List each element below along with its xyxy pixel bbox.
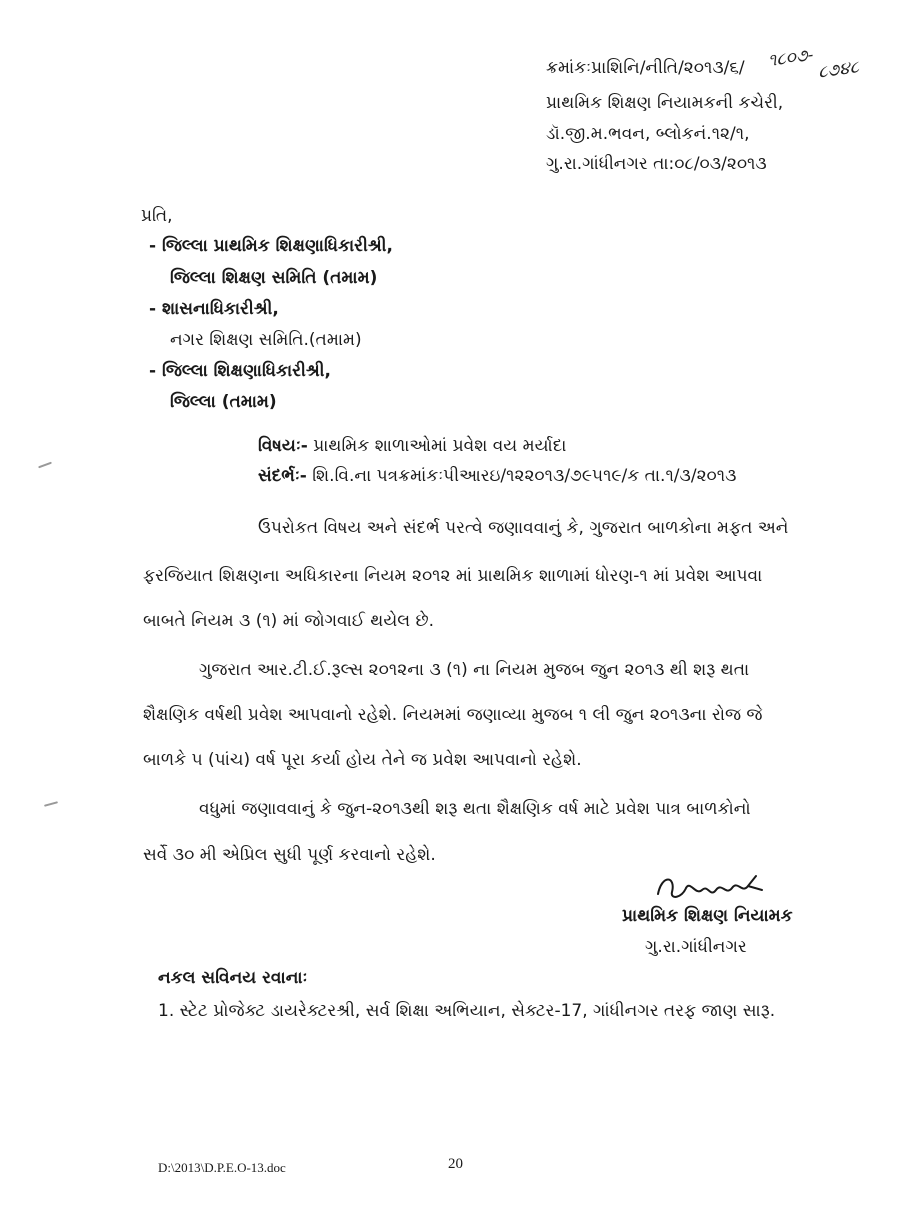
reference-number: ક્રમાંકઃપ્રાશિનિ/નીતિ/૨૦૧૩/૬/ xyxy=(546,58,745,78)
paragraph-1-line-2: ફરજિયાત શિક્ષણના અધિકારના નિયમ ૨૦૧૨ માં પ્રાથમિક શાળામાં ધોરણ-૧ માં પ્રવેશ આપવા xyxy=(143,566,763,586)
paragraph-2-line-2: શૈક્ષણિક વર્ષથી પ્રવેશ આપવાનો રહેશે. નિયમમાં જણાવ્યા મુજબ ૧ લી જુન ૨૦૧૩ના રોજ જે xyxy=(143,705,763,725)
recipient-3-title: - જિલ્લા શિક્ષણાધિકારીશ્રી, xyxy=(149,361,331,381)
copy-to-item-1: 1. સ્ટેટ પ્રોજેક્ટ ડાયરેક્ટરશ્રી, સર્વ શિક્ષા અભિયાન, સેક્ટર-17, ગાંધીનગર તરફ જાણ સારૂ. xyxy=(158,1001,776,1021)
reference-line xyxy=(258,466,736,486)
recipient-1-sub: જિલ્લા શિક્ષણ સમિતિ (તમામ) xyxy=(170,268,378,288)
scan-mark xyxy=(38,462,52,469)
signatory-place: ગુ.રા.ગાંધીનગર xyxy=(645,937,747,957)
handwritten-note: ૮૭૪૮ xyxy=(816,57,861,83)
recipient-3-sub: જિલ્લા (તમામ) xyxy=(170,392,277,412)
office-building: ડૉ.જી.મ.ભવન, બ્લોકનં.૧૨/૧, xyxy=(546,124,750,144)
to-label: પ્રતિ, xyxy=(141,206,173,226)
subject-text: પ્રાથમિક શાળાઓમાં પ્રવેશ વય મર્યાદા xyxy=(313,436,567,456)
recipient-1-title: - જિલ્લા પ્રાથમિક શિક્ષણાધિકારીશ્રી, xyxy=(149,236,393,256)
paragraph-1-line-3: બાબતે નિયમ ૩ (૧) માં જોગવાઈ થયેલ છે. xyxy=(143,611,435,631)
handwritten-inward-number: ૧૮૦૭- xyxy=(766,44,815,72)
reference-label: સંદર્ભઃ- xyxy=(258,466,307,486)
paragraph-3-line-2: સર્વે ૩૦ મી એપ્રિલ સુધી પૂર્ણ કરવાનો રહેશે. xyxy=(143,845,436,865)
recipient-2-sub: નગર શિક્ષણ સમિતિ.(તમામ) xyxy=(170,330,362,350)
copy-to-label: નકલ સવિનય રવાનાઃ xyxy=(158,968,308,988)
reference-text: શિ.વિ.ના પત્રક્રમાંકઃપીઆરઇ/૧૨૨૦૧૩/૭૯૫૧૯/ક તા.૧/૩/૨૦૧૩ xyxy=(312,466,737,486)
signature-scribble xyxy=(652,868,772,908)
paragraph-2-line-1: ગુજરાત આર.ટી.ઈ.રૂલ્સ ૨૦૧૨ના ૩ (૧) ના નિયમ મુજબ જુન ૨૦૧૩ થી શરૂ થતા xyxy=(199,660,750,680)
paragraph-2-line-3: બાળકે ૫ (પાંચ) વર્ષ પૂરા કર્યા હોય તેને જ પ્રવેશ આપવાનો રહેશે. xyxy=(143,750,582,770)
subject-line xyxy=(258,436,566,456)
city-and-date: ગુ.રા.ગાંધીનગર તા:૦૮/૦૩/૨૦૧૩ xyxy=(546,154,767,174)
file-path: D:\2013\D.P.E.O-13.doc xyxy=(158,1160,286,1175)
office-name: પ્રાથમિક શિક્ષણ નિયામકની કચેરી, xyxy=(546,93,784,113)
paragraph-3-line-1: વધુમાં જણાવવાનું કે જુન-૨૦૧૩થી શરૂ થતા શૈક્ષણિક વર્ષ માટે પ્રવેશ પાત્ર બાળકોનો xyxy=(199,799,751,819)
page-number: 20 xyxy=(448,1156,463,1172)
recipient-2-title: - શાસનાધિકારીશ્રી, xyxy=(149,299,279,319)
signatory-designation: પ્રાથમિક શિક્ષણ નિયામક xyxy=(622,906,793,926)
subject-label: વિષયઃ- xyxy=(258,436,308,456)
paragraph-1-line-1: ઉપરોકત વિષય અને સંદર્ભ પરત્વે જણાવવાનું કે, ગુજરાત બાળકોના મફત અને xyxy=(258,518,789,538)
scan-mark xyxy=(44,801,58,807)
